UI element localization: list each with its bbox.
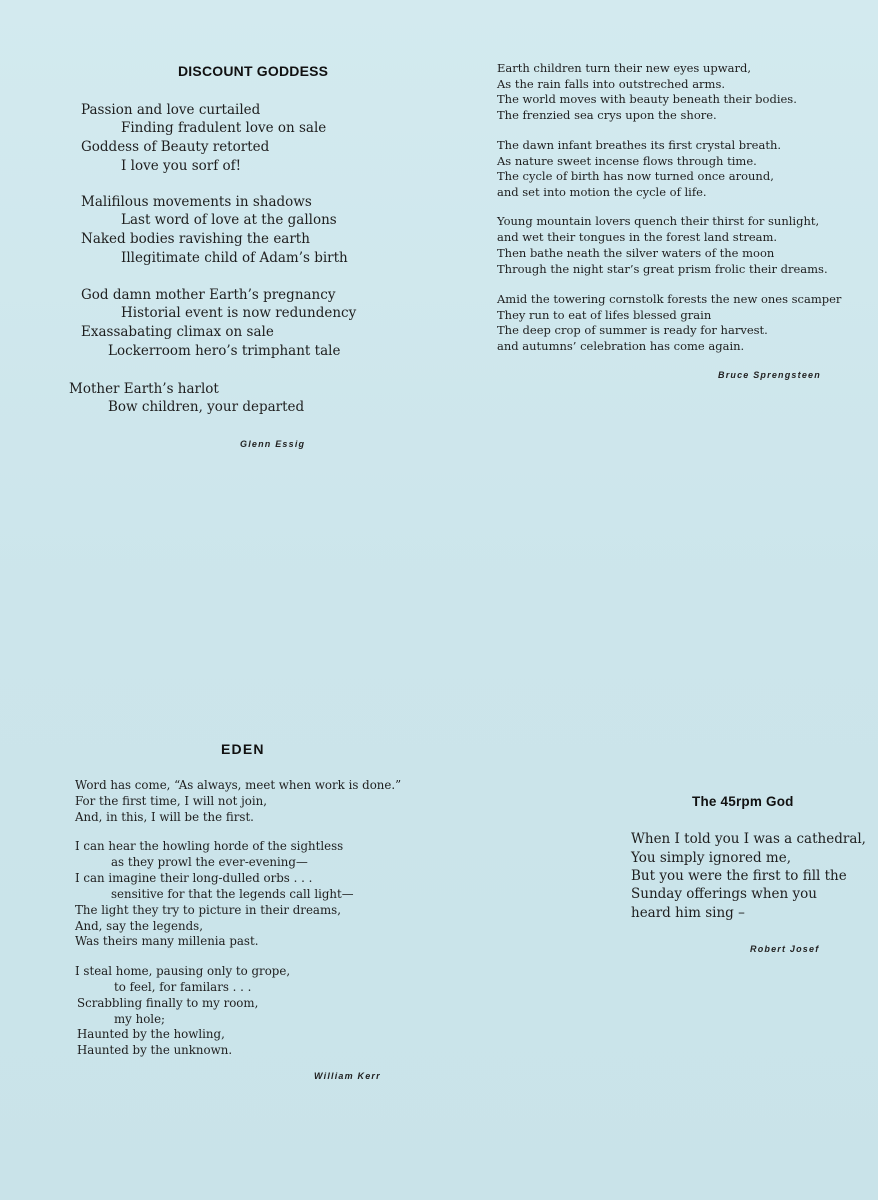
- poem-line: sensitive for that the legends call light—: [111, 887, 354, 901]
- poem-line: Scrabbling finally to my room,: [77, 996, 259, 1010]
- poem-line: Passion and love curtailed: [81, 102, 261, 118]
- poem-line: Lockerroom hero’s trimphant tale: [108, 343, 341, 359]
- poem-line: When I told you I was a cathedral,: [631, 831, 866, 847]
- poem-line: Mother Earth’s harlot: [69, 381, 219, 397]
- poem-line: Malifilous movements in shadows: [81, 194, 312, 210]
- eden-title: EDEN: [221, 741, 265, 757]
- poem-line: Haunted by the howling,: [77, 1027, 225, 1041]
- rpm-god-title: The 45rpm God: [692, 794, 794, 809]
- poem-line: Amid the towering cornstolk forests the new ones scamper: [497, 292, 842, 306]
- poem-line: The deep crop of summer is ready for harvest.: [497, 323, 768, 337]
- poem-line: Finding fradulent love on sale: [121, 120, 327, 136]
- poem-line: I love you sorf of!: [121, 158, 242, 174]
- poem-line: Last word of love at the gallons: [121, 212, 337, 228]
- poem-line: As nature sweet incense flows through time.: [497, 154, 757, 168]
- poem-line: Haunted by the unknown.: [77, 1043, 233, 1057]
- poem-line: Sunday offerings when you: [631, 886, 817, 902]
- poem-line: The cycle of birth has now turned once around,: [497, 169, 774, 183]
- poem-line: The world moves with beauty beneath their bodies.: [497, 92, 797, 106]
- poem-line: and wet their tongues in the forest land stream.: [497, 230, 778, 244]
- poem-line: And, say the legends,: [75, 919, 203, 933]
- poem-line: Naked bodies ravishing the earth: [81, 231, 310, 247]
- poem-line: For the first time, I will not join,: [75, 794, 267, 808]
- poem-line: I can imagine their long-dulled orbs . . .: [75, 871, 313, 885]
- poem-line: The dawn infant breathes its first crystal breath.: [497, 138, 782, 152]
- poem-line: Exassabating climax on sale: [81, 324, 274, 340]
- poem-line: They run to eat of lifes blessed grain: [497, 308, 712, 322]
- poem-line: I steal home, pausing only to grope,: [75, 964, 291, 978]
- author-signature: Robert Josef: [750, 944, 820, 954]
- poem-line: The frenzied sea crys upon the shore.: [497, 108, 717, 122]
- poem-line: Through the night star’s great prism frolic their dreams.: [497, 262, 828, 276]
- poem-line: You simply ignored me,: [631, 850, 792, 866]
- poem-line: to feel, for familars . . .: [114, 980, 252, 994]
- poem-line: Historial event is now redundency: [121, 305, 357, 321]
- poem-line: Goddess of Beauty retorted: [81, 139, 270, 155]
- poem-line: my hole;: [114, 1012, 166, 1026]
- poem-line: Then bathe neath the silver waters of the moon: [497, 246, 775, 260]
- poem-line: heard him sing –: [631, 905, 745, 921]
- poem-line: Bow children, your departed: [108, 399, 305, 415]
- poem-line: The light they try to picture in their dreams,: [75, 903, 341, 917]
- author-signature: William Kerr: [314, 1071, 381, 1081]
- author-signature: Glenn Essig: [240, 439, 306, 449]
- poem-line: Earth children turn their new eyes upward,: [497, 61, 751, 75]
- poem-line: God damn mother Earth’s pregnancy: [81, 287, 336, 303]
- poem-line: And, in this, I will be the first.: [75, 810, 254, 824]
- poem-line: Illegitimate child of Adam’s birth: [121, 250, 348, 266]
- poem-line: I can hear the howling horde of the sightless: [75, 839, 344, 853]
- poem-line: But you were the first to fill the: [631, 868, 847, 884]
- poem-line: Was theirs many millenia past.: [75, 934, 259, 948]
- author-signature: Bruce Sprengsteen: [718, 370, 821, 380]
- poem-line: As the rain falls into outstreched arms.: [497, 77, 726, 91]
- poem-line: Word has come, “As always, meet when work is done.”: [75, 778, 402, 792]
- poem-line: Young mountain lovers quench their thirst for sunlight,: [497, 214, 820, 228]
- discount-goddess-title: DISCOUNT GODDESS: [178, 63, 329, 79]
- poem-line: and autumns’ celebration has come again.: [497, 339, 745, 353]
- poem-line: and set into motion the cycle of life.: [497, 185, 707, 199]
- poem-line: as they prowl the ever-evening—: [111, 855, 308, 869]
